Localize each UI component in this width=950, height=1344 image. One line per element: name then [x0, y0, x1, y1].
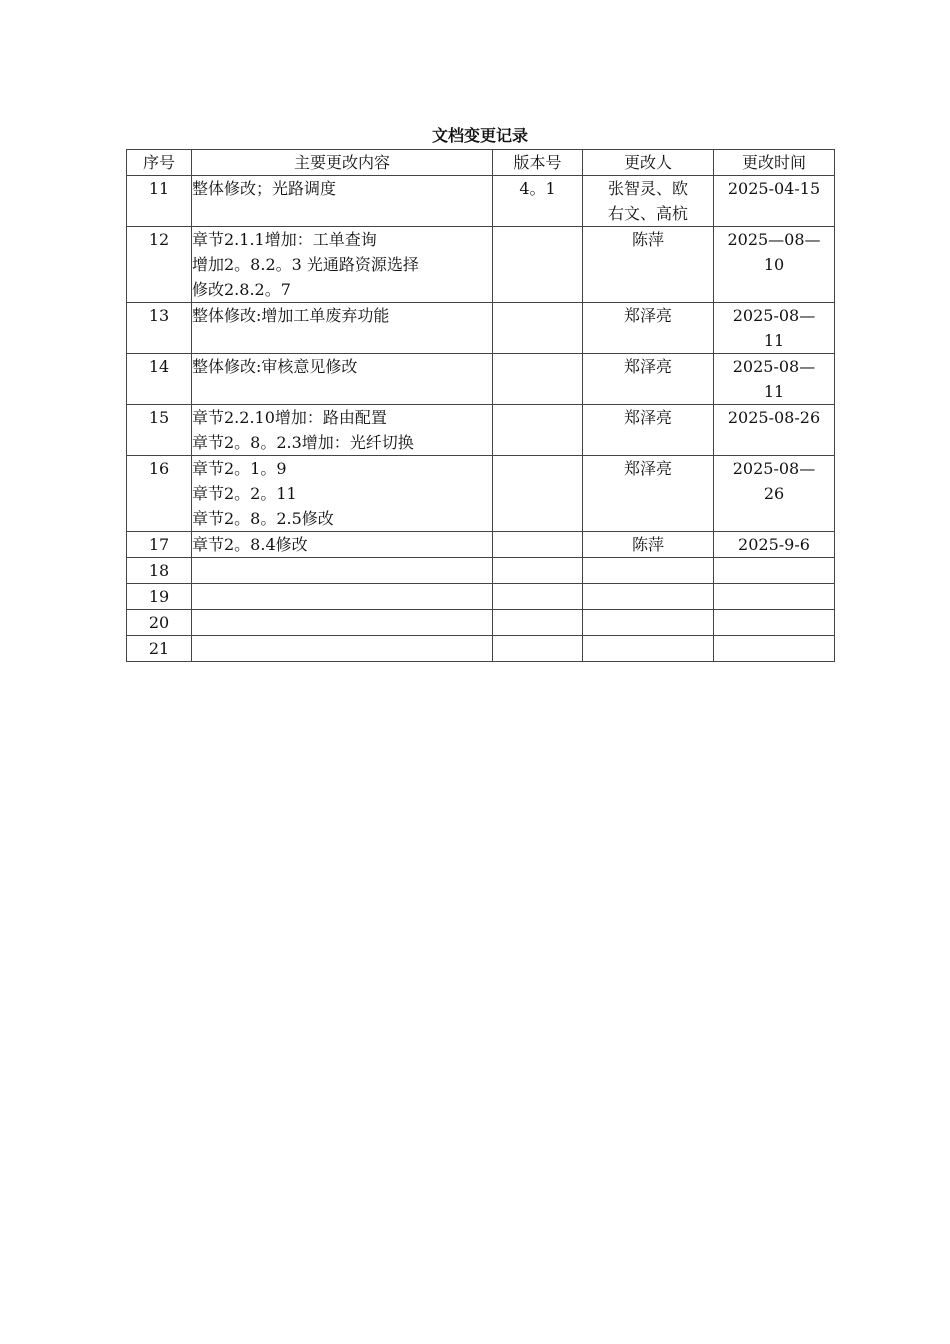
cell-time	[714, 636, 835, 662]
person-line: 右文、高杭	[607, 204, 688, 223]
cell-person	[583, 227, 714, 303]
table-header-row	[127, 150, 835, 176]
content-line: 章节2。2。11	[192, 484, 297, 503]
cell-content	[192, 636, 493, 662]
table-row	[127, 610, 835, 636]
table-row	[127, 584, 835, 610]
cell-content	[192, 354, 493, 405]
time-line: 2025-08—	[732, 357, 816, 376]
cell-version	[493, 354, 583, 405]
person-line: 郑泽亮	[623, 408, 672, 427]
content-line: 增加2。8.2。3 光通路资源选择	[192, 255, 419, 274]
cell-version	[493, 610, 583, 636]
header-content: 主要更改内容	[192, 150, 493, 176]
cell-time	[714, 584, 835, 610]
cell-time	[714, 532, 835, 558]
table-row	[127, 176, 835, 227]
cell-person	[583, 584, 714, 610]
cell-content	[192, 303, 493, 354]
content-line: 修改2.8.2。7	[192, 280, 291, 299]
person-line: 郑泽亮	[623, 306, 672, 325]
cell-time	[714, 303, 835, 354]
table-row	[127, 636, 835, 662]
cell-content	[192, 456, 493, 532]
time-line: 11	[763, 331, 785, 350]
cell-person	[583, 532, 714, 558]
table-row	[127, 227, 835, 303]
cell-time	[714, 405, 835, 456]
cell-seq: 18	[127, 558, 192, 584]
person-line: 陈萍	[631, 230, 664, 249]
cell-time	[714, 610, 835, 636]
time-line: 2025—08—	[727, 230, 821, 249]
time-line: 11	[763, 382, 785, 401]
content-line: 章节2。1。9	[192, 459, 287, 478]
time-line: 2025-04-15	[727, 179, 821, 198]
content-line: 整体修改；光路调度	[192, 179, 337, 198]
cell-seq: 14	[127, 354, 192, 405]
cell-content	[192, 176, 493, 227]
table-row	[127, 405, 835, 456]
header-time: 更改时间	[714, 150, 835, 176]
time-line: 10	[763, 255, 785, 274]
table-row	[127, 532, 835, 558]
person-line: 张智灵、欧	[607, 179, 688, 198]
table-row	[127, 456, 835, 532]
cell-seq: 16	[127, 456, 192, 532]
cell-content	[192, 610, 493, 636]
cell-version	[493, 227, 583, 303]
table-row	[127, 303, 835, 354]
cell-version	[493, 405, 583, 456]
cell-time	[714, 456, 835, 532]
cell-seq: 19	[127, 584, 192, 610]
cell-seq: 12	[127, 227, 192, 303]
cell-version	[493, 532, 583, 558]
person-line: 郑泽亮	[623, 459, 672, 478]
content-line: 整体修改:增加工单废弃功能	[192, 306, 390, 325]
cell-version: 4。1	[493, 176, 583, 227]
cell-version	[493, 456, 583, 532]
content-line: 整体修改:审核意见修改	[192, 357, 358, 376]
cell-time	[714, 354, 835, 405]
time-line: 2025-08-26	[727, 408, 821, 427]
time-line: 2025-08—	[732, 459, 816, 478]
content-line: 章节2。8。2.5修改	[192, 509, 334, 528]
cell-seq: 11	[127, 176, 192, 227]
cell-person	[583, 636, 714, 662]
cell-person	[583, 354, 714, 405]
content-line: 章节2.1.1增加：工单查询	[192, 230, 377, 249]
time-line: 2025-08—	[732, 306, 816, 325]
document-title: 文档变更记录	[431, 126, 528, 145]
cell-seq: 17	[127, 532, 192, 558]
cell-content	[192, 532, 493, 558]
content-line: 章节2。8.4修改	[192, 535, 308, 554]
cell-seq: 20	[127, 610, 192, 636]
cell-person	[583, 405, 714, 456]
cell-seq: 21	[127, 636, 192, 662]
cell-version	[493, 558, 583, 584]
header-seq: 序号	[127, 150, 192, 176]
content-line: 章节2。8。2.3增加：光纤切换	[192, 433, 414, 452]
person-line: 陈萍	[631, 535, 664, 554]
cell-version	[493, 303, 583, 354]
cell-time	[714, 558, 835, 584]
cell-person	[583, 176, 714, 227]
cell-person	[583, 456, 714, 532]
cell-version	[493, 636, 583, 662]
cell-content	[192, 405, 493, 456]
cell-version	[493, 584, 583, 610]
time-line: 26	[763, 484, 785, 503]
cell-seq: 15	[127, 405, 192, 456]
cell-seq: 13	[127, 303, 192, 354]
cell-content	[192, 558, 493, 584]
table-row	[127, 354, 835, 405]
cell-person	[583, 303, 714, 354]
header-version: 版本号	[493, 150, 583, 176]
change-log-table	[126, 149, 835, 662]
content-line: 章节2.2.10增加：路由配置	[192, 408, 387, 427]
cell-person	[583, 610, 714, 636]
cell-person	[583, 558, 714, 584]
cell-content	[192, 584, 493, 610]
table-row	[127, 558, 835, 584]
time-line: 2025-9-6	[738, 535, 810, 554]
cell-time	[714, 227, 835, 303]
person-line: 郑泽亮	[623, 357, 672, 376]
cell-content	[192, 227, 493, 303]
header-person: 更改人	[583, 150, 714, 176]
cell-time	[714, 176, 835, 227]
